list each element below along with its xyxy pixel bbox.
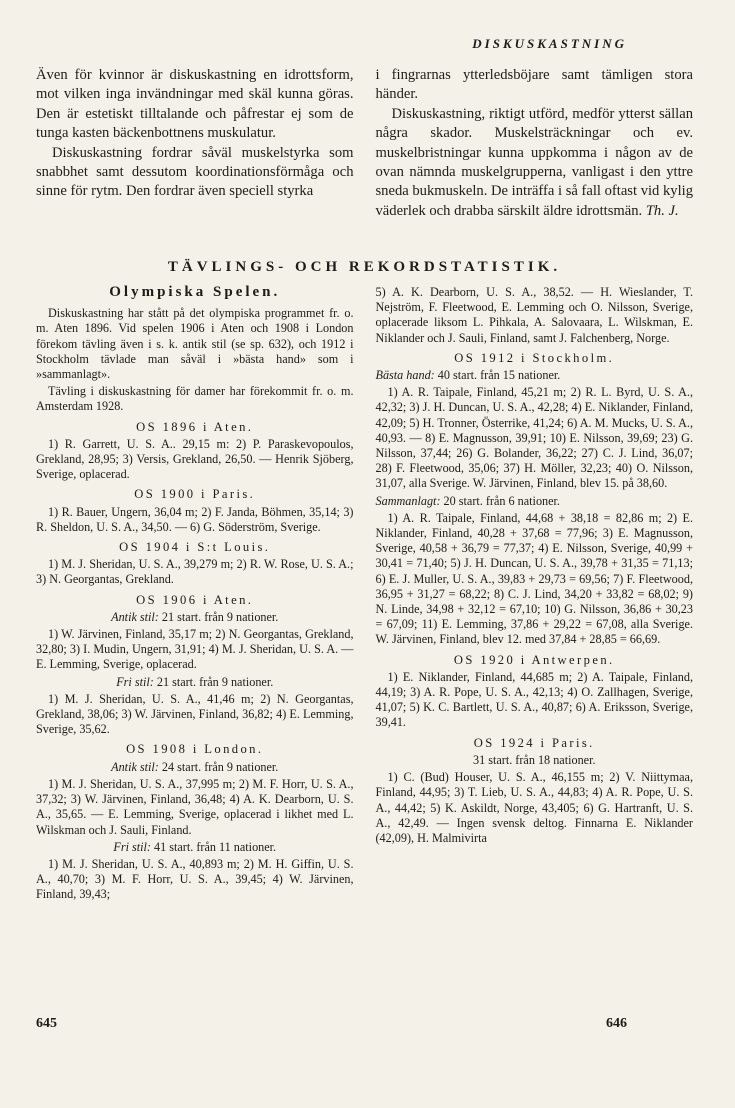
event-info: [36, 675, 354, 690]
games-results: 1) M. J. Sheridan, U. S. A., 39,279 m; 2) R. W. Rose, U. S. A.; 3) N. Georgantas, Grekland.: [36, 557, 354, 587]
games-results: 1) C. (Bud) Houser, U. S. A., 46,155 m; 2) V. Niittymaa, Finland, 44,95; 3) T. Lieb, U. S. A., 44,83; 4) A. R. Pope, U. S. A., 44,42; 5) K. Askildt, Norge, 43,405; 6) G. Hartranft, U. S. A., 42,49. — Ingen svensk deltog. Finnarna E. Niklander (42,09), H. Malmivirta: [375, 770, 693, 845]
games-results: 5) A. K. Dearborn, U. S. A., 38,52. — H. Wieslander, T. Nejström, F. Fleetwood, E. Lemming och O. Nilsson, Sverige, oplacerade liksom L. Pihkala, A. Salovaara, L. Wilskman, E. Niklander och J. Sauli, Finland, samt J. Falchenberg, Norge.: [375, 285, 693, 345]
games-results: 1) W. Järvinen, Finland, 35,17 m; 2) N. Georgantas, Grekland, 32,80; 3) I. Mudin, Ungern, 31,91; 4) M. J. Sheridan, U. S. A. — E. Lemming, Sverige, oplacerad.: [36, 627, 354, 672]
intro-right-column: [376, 66, 694, 221]
games-title: OS 1924 i Paris.: [473, 735, 595, 750]
event-info: [36, 760, 354, 775]
games-results: 1) R. Garrett, U. S. A.. 29,15 m: 2) P. Paraskevopoulos, Grekland, 28,95; 3) Versis, Grekland, 26,50. — Henrik Sjöberg, Sverige, oplacerad.: [36, 436, 354, 482]
event-count: 21 start. från 9 nationer.: [158, 609, 279, 624]
intro-left-column: [36, 66, 354, 221]
games-title: OS 1908 i London.: [126, 742, 264, 757]
games-results: 1) E. Niklander, Finland, 44,685 m; 2) A. Taipale, Finland, 44,19; 3) A. R. Pope, U. S. A., 42,13; 4) O. Zallhagen, Sverige, 41,07; 5) K. C. Bartlett, U. S. A., 40,87; 6) A. Eriksson, Sverige, 39,41.: [375, 669, 693, 730]
games-results: 1) M. J. Sheridan, U. S. A., 37,995 m; 2) M. F. Horr, U. S. A., 37,32; 3) W. Järvinen, Finland, 36,48; 4) A. K. Dearborn, U. S. A., 35,65. — E. Lemming, Sverige, oplacerad i likhet med L. Wilskman och J. Sauli, Finland.: [36, 776, 354, 837]
event-label: Fri stil:: [116, 674, 154, 689]
intro-paragraph-text: Diskuskastning, riktigt utförd, medför ytterst sällan några skador. Muskelsträckningar och ev. muskelbristningar kunna uppkomma i någon av de ovan nämnda muskelgrupperna, vanligast i den yttre sneda bukmuskeln. De inträffa i så fall oftast vid kylig väderlek och drabba särskilt äldre idrottsmän.: [375, 105, 693, 219]
event-label: Antik stil:: [111, 759, 159, 774]
intro-paragraph: Även för kvinnor är diskuskastning en idrottsform, mot vilken inga invändningar med skäl kunna göras. Den är estetiskt tilltalande och påfrestar ej som de tunga kasten bäckenbottnens muskulatur.: [36, 67, 354, 142]
games-results: 1) A. R. Taipale, Finland, 44,68 + 38,18 = 82,86 m; 2) E. Niklander, Finland, 40,28 + 37,68 = 77,96; 3) E. Magnusson, Sverige, 40,58 + 36,79 = 77,37; 4) E. Nilsson, Sverige, 40,99 + 30,41 = 71,40; 5) J. H. Duncan, U. S. A., 39,78 + 31,35 = 71,13; 6) E. J. Muller, U. S. A., 39,83 + 29,73 = 69,56; 7) F. Fleetwood, 36,95 + 31,27 = 68,22; 8) C. J. Lind, 34,20 + 33,82 = 68,02; 9) N. Linde, 34,98 + 32,12 = 67,10; 10) G. Nilsson, 36,86 + 30,23 = 67,09; 11) E. Lemming, 37,86 + 29,22 = 67,08, alla Sverige. W. Järvinen, Finland, blev 12. med 37,84 + 28,85 = 66,69.: [375, 510, 693, 647]
games-title: OS 1920 i Antwerpen.: [453, 652, 615, 667]
page-number-left: 645: [36, 1016, 57, 1031]
games-results: 1) M. J. Sheridan, U. S. A., 41,46 m; 2) N. Georgantas, Grekland, 38,06; 3) W. Järvinen, Finland, 36,82; 4) E. Lemming, Sverige, 35,62.: [36, 691, 354, 737]
section-title: TÄVLINGS- OCH REKORDSTATISTIK.: [167, 259, 562, 275]
stats-right-column: [376, 285, 694, 905]
games-results: 1) R. Bauer, Ungern, 36,04 m; 2) F. Janda, Böhmen, 35,14; 3) R. Sheldon, U. S. A., 34,50. — 6) G. Söderström, Sverige.: [36, 504, 354, 534]
games-results: 1) M. J. Sheridan, U. S. A., 40,893 m; 2) M. H. Giffin, U. S. A., 40,70; 3) M. F. Horr, U. S. A., 39,45; 4) W. Järvinen, Finland, 39,43;: [36, 856, 354, 902]
event-info: 31 start. från 18 nationer.: [472, 752, 596, 767]
event-count: 24 start. från 9 nationer.: [158, 759, 279, 774]
stats-left-column: [36, 285, 354, 905]
event-count: 40 start. från 15 nationer.: [434, 368, 561, 383]
event-info: [36, 840, 354, 855]
event-count: 20 start. från 6 nationer.: [440, 493, 560, 508]
page-number-right: 646: [606, 1016, 627, 1031]
olympics-intro: Diskuskastning har stått på det olympiska programmet fr. o. m. Aten 1896. Vid spelen 1906 i Aten och 1908 i London förekom tävling även i s. k. antik stil (se sp. 632), och 1912 i Stockholm tävlade man såväl i »bästa hand» som i »sammanlagt».: [36, 306, 354, 382]
games-title: OS 1900 i Paris.: [134, 487, 256, 502]
games-title: OS 1912 i Stockholm.: [454, 350, 615, 365]
running-head: DISKUSKASTNING: [472, 36, 627, 51]
event-info: [36, 610, 354, 625]
intro-paragraph: Diskuskastning fordrar såväl muskelstyrka som snabbhet samt dessutom koordinationsförmåga och sinne för rytm. Den fordrar även speciell styrka: [36, 144, 354, 200]
event-label: Sammanlagt:: [375, 493, 441, 508]
event-label: Bästa hand:: [375, 368, 435, 383]
olympics-intro: Tävling i diskuskastning för damer har förekommit fr. o. m. Amsterdam 1928.: [36, 384, 354, 414]
event-count: 41 start. från 11 nationer.: [150, 839, 277, 854]
intro-paragraph: [376, 105, 694, 221]
statistics: [36, 285, 693, 905]
games-results: 1) A. R. Taipale, Finland, 45,21 m; 2) R. L. Byrd, U. S. A., 42,32; 3) J. H. Duncan, U. S. A., 42,28; 4) E. Niklander, Finland, 42,09; 5) H. Tronner, Österrike, 41,24; 6) A. M. Mucks, U. S. A., 40,93. — 8) E. Magnusson, 39,91; 10) E. Nilsson, 39,69; 23) G. Nilsson, 37,44; 26) G. Bolander, 36,22; 27) C. J. Lind, 36,07; 28) F. Fleetwood, 35,06; 37) H. Möller, 32,23; 40) O. Nilsson, 31,07, alla Sverige. W. Järvinen, Finland, blev 15. på 38,60.: [375, 385, 693, 491]
author-signature: Th. J.: [645, 202, 679, 219]
event-count: 21 start. från 9 nationer.: [153, 674, 274, 689]
olympics-heading: Olympiska Spelen.: [109, 284, 281, 300]
games-title: OS 1904 i S:t Louis.: [119, 540, 271, 555]
games-title: OS 1896 i Aten.: [136, 419, 254, 434]
games-title: OS 1906 i Aten.: [136, 592, 254, 607]
intro-paragraph: i fingrarnas ytterledsböjare samt tämligen stora händer.: [375, 67, 693, 103]
event-label: Fri stil:: [113, 839, 151, 854]
event-info: [376, 494, 694, 509]
intro-text: [36, 66, 693, 221]
event-info: [376, 368, 694, 383]
event-label: Antik stil:: [111, 609, 159, 624]
